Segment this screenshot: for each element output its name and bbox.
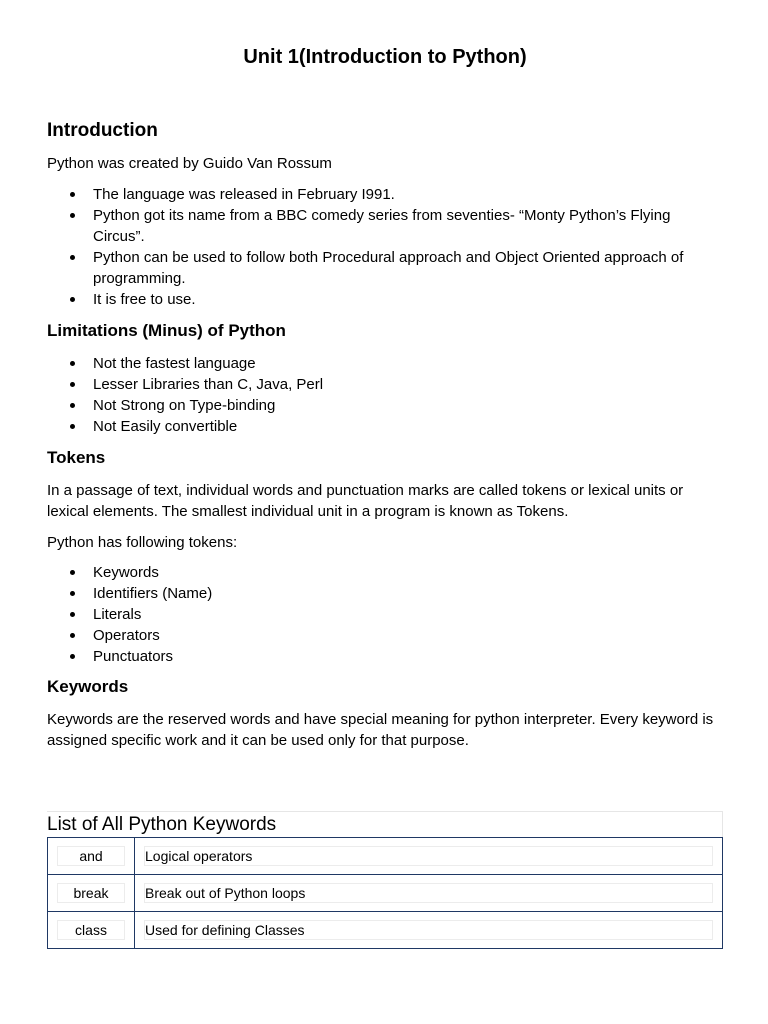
limitations-heading: Limitations (Minus) of Python xyxy=(47,321,286,340)
list-item: Not Strong on Type-binding xyxy=(47,395,723,416)
tokens-paragraph: In a passage of text, individual words and punctuation marks are called tokens or lexical units or lexical elements. The smallest individual unit in a program is known as Tokens. xyxy=(47,482,684,520)
description-cell: Break out of Python loops xyxy=(135,875,723,912)
tokens-section xyxy=(47,447,723,667)
keywords-section xyxy=(47,676,723,751)
intro-lead: Python was created by Guido Van Rossum xyxy=(47,155,332,172)
tokens-heading: Tokens xyxy=(47,448,106,467)
table-row xyxy=(48,838,723,875)
intro-section xyxy=(47,119,723,310)
table-caption: List of All Python Keywords xyxy=(47,811,723,837)
description-cell: Logical operators xyxy=(135,838,723,875)
list-item: Identifiers (Name) xyxy=(47,583,723,604)
list-item: Python can be used to follow both Procedural approach and Object Oriented approach of programming. xyxy=(47,247,723,289)
keywords-heading: Keywords xyxy=(47,677,129,696)
list-item: Not Easily convertible xyxy=(47,416,723,437)
description-cell: Used for defining Classes xyxy=(135,912,723,949)
intro-list xyxy=(47,184,723,310)
table-row xyxy=(48,912,723,949)
limitations-section xyxy=(47,320,723,437)
keyword-cell: break xyxy=(48,875,135,912)
keywords-paragraph: Keywords are the reserved words and have special meaning for python interpreter. Every keyword is assigned specific work and it can be used only for that purpose. xyxy=(47,711,714,749)
keyword-cell: and xyxy=(48,838,135,875)
list-item: Lesser Libraries than C, Java, Perl xyxy=(47,374,723,395)
list-item: Literals xyxy=(47,604,723,625)
page-title: Unit 1(Introduction to Python) xyxy=(243,46,527,68)
list-item: Python got its name from a BBC comedy series from seventies- “Monty Python’s Flying Circus”. xyxy=(47,205,723,247)
list-item: Punctuators xyxy=(47,646,723,667)
tokens-intro: Python has following tokens: xyxy=(47,534,238,551)
table-row xyxy=(48,875,723,912)
keyword-cell: class xyxy=(48,912,135,949)
keywords-table-container xyxy=(47,811,723,949)
list-item: The language was released in February I991. xyxy=(47,184,723,205)
list-item: Operators xyxy=(47,625,723,646)
limitations-list xyxy=(47,353,723,437)
list-item: Not the fastest language xyxy=(47,353,723,374)
list-item: It is free to use. xyxy=(47,289,723,310)
tokens-list xyxy=(47,562,723,667)
list-item: Keywords xyxy=(47,562,723,583)
intro-heading: Introduction xyxy=(47,120,158,141)
keywords-table xyxy=(47,837,723,949)
